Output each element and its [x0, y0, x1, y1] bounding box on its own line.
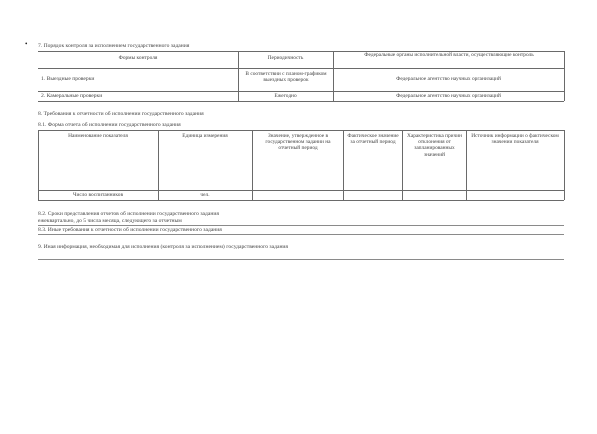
- row2-authority: Федеральное агентство научных организаций: [396, 93, 501, 99]
- row1-period: В соответствии с планом-графиком выездных проверок: [245, 71, 327, 84]
- row1-authority: Федеральное агентство научных организаций: [396, 76, 501, 82]
- section8-2-line2: ежеквартально, до 5 числа месяца, следующего за отчетным: [38, 218, 182, 224]
- section8-3-heading: 8.3. Иные требования к отчетности об исполнении государственного задания: [38, 227, 222, 233]
- col-indicator-name: Наименование показателя: [68, 133, 128, 139]
- row2-period: Ежегодно: [274, 93, 297, 99]
- row-indicator-name: Число воспитанников: [72, 192, 124, 198]
- row-unit: чел.: [200, 192, 210, 198]
- col-approved-value: Значение, утвержденное в государственном задании на отчетный период: [265, 133, 331, 152]
- section8-1-heading: 8.1. Форма отчета об исполнении государственного задания: [38, 122, 181, 128]
- row2-form: 2. Камеральные проверки: [41, 93, 103, 99]
- margin-mark: •: [25, 40, 28, 48]
- col-unit: Единица измерения: [182, 133, 228, 139]
- col-actual-value: Фактическое значение за отчетный период: [347, 133, 399, 146]
- col-control-form: Формы контроля: [118, 55, 158, 61]
- section8-heading: 8. Требования к отчетности об исполнении государственного задания: [38, 111, 204, 117]
- row1-form: 1. Выездные проверки: [41, 76, 95, 82]
- col-deviation-reasons: Характеристика причин отклонения от запланированных значений: [406, 133, 463, 158]
- section7-heading: 7. Порядок контроля за исполнением государственного задания: [38, 43, 190, 49]
- col-periodicity: Периодичность: [267, 55, 304, 61]
- col-info-source: Источник информации о фактическом значении показателя: [471, 133, 559, 146]
- section9-heading: 9. Иная информация, необходимая для исполнения (контроля за исполнением) государственного задания: [38, 244, 288, 250]
- col-authority: Федеральные органы исполнительной власти, осуществляющие контроль: [364, 52, 534, 58]
- section8-2-line1: 8.2. Сроки представления отчетов об исполнении государственного задания: [38, 211, 219, 217]
